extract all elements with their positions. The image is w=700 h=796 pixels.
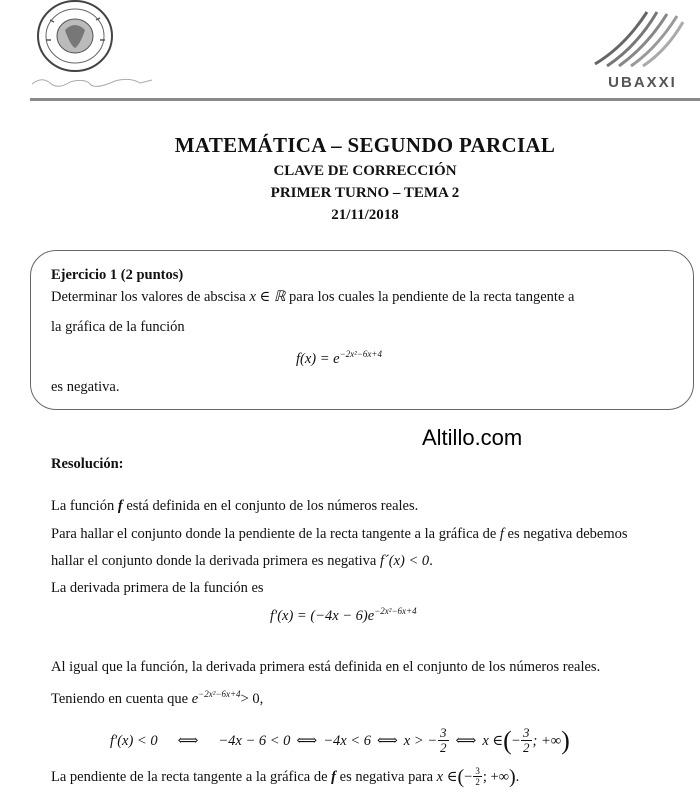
equivalence-chain bbox=[110, 726, 570, 755]
derivative-lhs: f′(x) = (−4x − 6)e bbox=[270, 608, 375, 624]
function-definition bbox=[296, 350, 382, 368]
ubaxxi-swoosh-icon bbox=[585, 6, 685, 68]
p1-f: f bbox=[117, 498, 123, 514]
final-period: . bbox=[515, 768, 520, 785]
fraction-numerator: 3 bbox=[523, 725, 530, 740]
p6-base: e bbox=[191, 691, 199, 707]
iff-symbol: ⟺ bbox=[177, 732, 199, 749]
derivative-exponent: −2x²−6x+4 bbox=[374, 606, 417, 617]
exercise-statement-line3: es negativa. bbox=[51, 379, 120, 395]
final-text-mid: es negativa para bbox=[339, 768, 434, 785]
left-paren: ( bbox=[457, 765, 465, 788]
page-title: MATEMÁTICA – SEGUNDO PARCIAL bbox=[174, 133, 556, 157]
resolution-paragraph-2 bbox=[51, 525, 628, 543]
p6-exponent: −2x²−6x+4 bbox=[198, 689, 241, 700]
fraction-three-halves-final bbox=[473, 766, 482, 787]
p6-text-end: > 0, bbox=[240, 691, 264, 707]
resolution-paragraph-3 bbox=[51, 552, 433, 570]
p6-text: Teniendo en cuenta que bbox=[51, 691, 192, 707]
final-f: f bbox=[331, 768, 337, 785]
right-paren: ) bbox=[509, 765, 516, 788]
final-text: La pendiente de la recta tangente a la gráfica de bbox=[51, 768, 328, 785]
brand-name: UBAXXI bbox=[608, 74, 677, 91]
fraction-three-halves-interval bbox=[521, 726, 532, 755]
chain-step-a: f′(x) < 0 bbox=[110, 732, 158, 749]
exercise-statement-line1 bbox=[51, 288, 574, 306]
resolution-paragraph-5: Al igual que la función, la derivada primera está definida en el conjunto de los números reales. bbox=[51, 659, 601, 675]
subtitle-turno: PRIMER TURNO – TEMA 2 bbox=[270, 185, 460, 201]
p1-text-end: está definida en el conjunto de los números reales. bbox=[122, 498, 419, 514]
exam-date: 21/11/2018 bbox=[331, 207, 399, 223]
iff-symbol: ⟺ bbox=[455, 732, 477, 749]
p3-math: f´(x) < 0 bbox=[379, 553, 430, 569]
chain-step-e: x ∈ bbox=[482, 732, 504, 749]
signature-icon bbox=[30, 74, 155, 88]
resolution-paragraph-4: La derivada primera de la función es bbox=[51, 580, 264, 596]
watermark-text: Altillo.com bbox=[422, 425, 523, 450]
minus-sign: − bbox=[511, 732, 520, 749]
p2-text: Para hallar el conjunto donde la pendiente de la recta tangente a la gráfica de bbox=[51, 526, 500, 542]
interval-rest: ; +∞ bbox=[482, 768, 509, 785]
interval-rest: ; +∞ bbox=[532, 732, 562, 749]
left-paren: ( bbox=[503, 725, 512, 755]
p3-text-end: . bbox=[429, 553, 433, 569]
function-exponent: −2x²−6x+4 bbox=[339, 349, 383, 360]
fraction-denominator: 2 bbox=[523, 740, 530, 755]
chain-step-b: −4x − 6 < 0 bbox=[218, 732, 291, 749]
p2-f: f bbox=[499, 526, 504, 542]
statement-text: Determinar los valores de abscisa bbox=[51, 289, 250, 305]
fraction-denominator: 2 bbox=[440, 740, 447, 755]
resolution-paragraph-1 bbox=[51, 497, 418, 515]
final-math: x ∈ bbox=[436, 768, 458, 785]
subtitle-clave: CLAVE DE CORRECCIÓN bbox=[273, 163, 457, 179]
fraction-numerator: 3 bbox=[440, 725, 447, 740]
function-lhs: f(x) = e bbox=[296, 351, 340, 367]
iff-symbol: ⟺ bbox=[376, 732, 398, 749]
right-paren: ) bbox=[561, 725, 570, 755]
minus-sign: − bbox=[464, 768, 473, 785]
derivative-formula bbox=[270, 607, 417, 625]
exercise-heading: Ejercicio 1 (2 puntos) bbox=[51, 267, 184, 283]
resolution-paragraph-6 bbox=[51, 690, 263, 708]
header-divider bbox=[30, 98, 700, 101]
conclusion-line bbox=[51, 766, 519, 787]
statement-math: x ∈ ℝ bbox=[249, 289, 286, 305]
fraction-numerator: 3 bbox=[475, 766, 480, 776]
p2-text-end: es negativa debemos bbox=[503, 526, 628, 542]
iff-symbol: ⟺ bbox=[296, 732, 318, 749]
exercise-statement-line2: la gráfica de la función bbox=[51, 319, 185, 335]
p1-text: La función bbox=[51, 498, 118, 514]
chain-step-d: x > − bbox=[403, 732, 438, 749]
chain-step-c: −4x < 6 bbox=[323, 732, 371, 749]
university-seal-icon bbox=[20, 0, 130, 72]
resolution-heading: Resolución: bbox=[51, 456, 124, 472]
fraction-three-halves bbox=[438, 726, 449, 755]
p3-text: hallar el conjunto donde la derivada primera es negativa bbox=[51, 553, 380, 569]
fraction-denominator: 2 bbox=[475, 777, 480, 787]
statement-text-end: para los cuales la pendiente de la recta tangente a bbox=[285, 289, 575, 305]
